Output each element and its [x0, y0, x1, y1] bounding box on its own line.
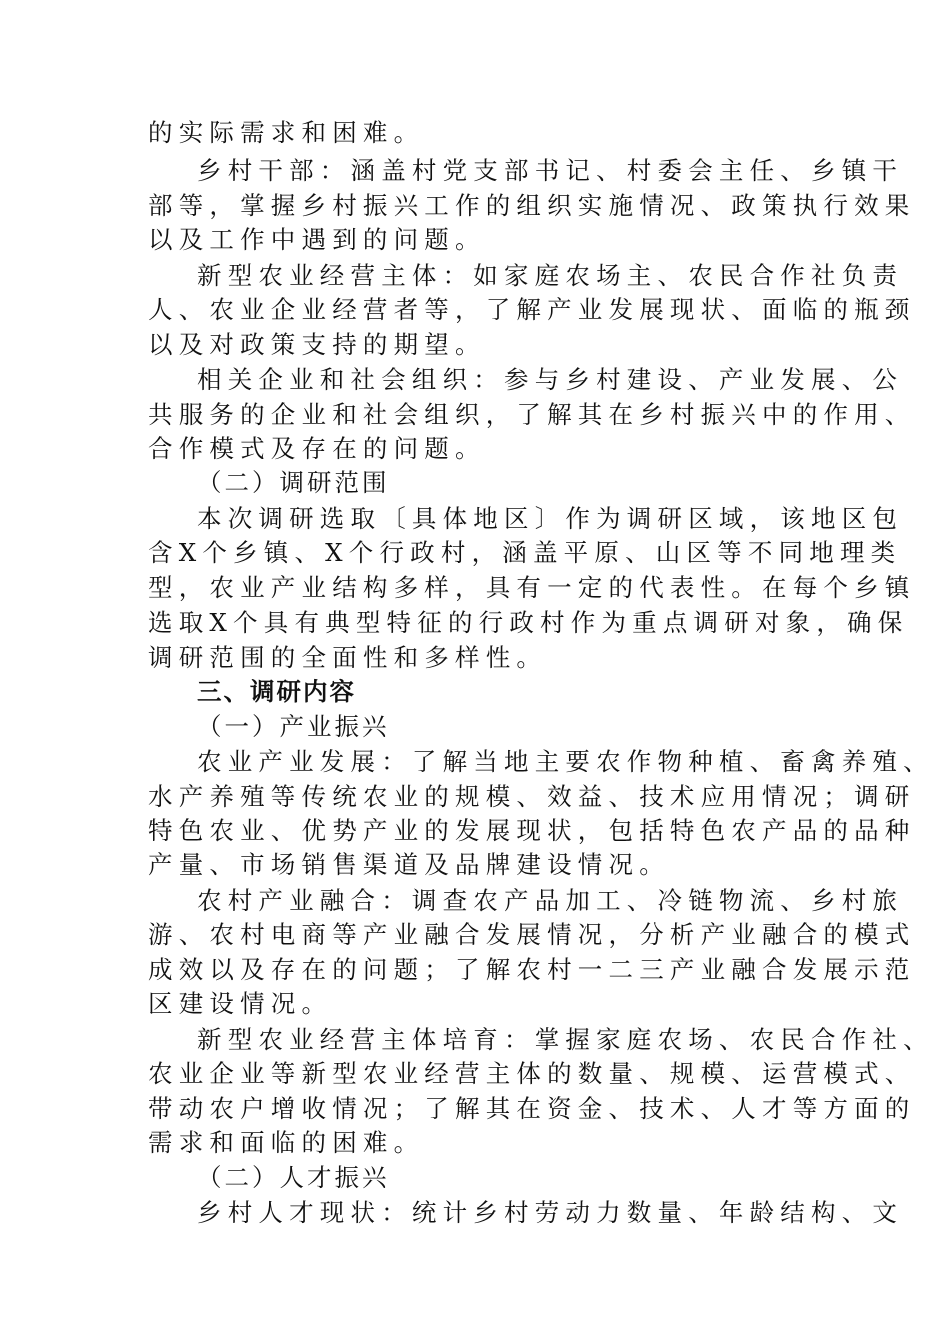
section-subheading: （二）调研范围: [197, 468, 390, 497]
text-line: 成效以及存在的问题；了解农村一二三产业融合发展示范: [148, 955, 916, 984]
text-line: 带动农户增收情况；了解其在资金、技术、人才等方面的: [148, 1094, 916, 1123]
paragraph-line: 乡村干部：涵盖村党支部书记、村委会主任、乡镇干: [197, 156, 904, 185]
paragraph-line: 本次调研选取〔具体地区〕作为调研区域，该地区包: [197, 504, 904, 533]
section-subheading: （二）人才振兴: [197, 1163, 390, 1192]
text-line: 共服务的企业和社会组织，了解其在乡村振兴中的作用、: [148, 400, 916, 429]
paragraph-line: 乡村人才现状：统计乡村劳动力数量、年龄结构、文: [197, 1198, 904, 1227]
paragraph-line: 农业产业发展：了解当地主要农作物种植、畜禽养殖、: [197, 747, 934, 776]
section-subheading: （一）产业振兴: [197, 712, 390, 741]
text-line: 以及对政策支持的期望。: [148, 330, 486, 359]
text-line: 游、农村电商等产业融合发展情况，分析产业融合的模式: [148, 920, 916, 949]
section-heading: 三、调研内容: [197, 677, 356, 706]
text-line: 调研范围的全面性和多样性。: [148, 643, 548, 672]
text-line: 以及工作中遇到的问题。: [148, 225, 486, 254]
paragraph-line: 新型农业经营主体：如家庭农场主、农民合作社负责: [197, 261, 904, 290]
text-line: 合作模式及存在的问题。: [148, 434, 486, 463]
text-line: 需求和面临的困难。: [148, 1128, 425, 1157]
paragraph-line: 相关企业和社会组织：参与乡村建设、产业发展、公: [197, 365, 904, 394]
text-line: 农业企业等新型农业经营主体的数量、规模、运营模式、: [148, 1059, 916, 1088]
text-line: 的实际需求和困难。: [148, 118, 425, 147]
text-line: 人、农业企业经营者等，了解产业发展现状、面临的瓶颈: [148, 295, 916, 324]
paragraph-line: 农村产业融合：调查农产品加工、冷链物流、乡村旅: [197, 886, 904, 915]
text-line: 型，农业产业结构多样，具有一定的代表性。在每个乡镇: [148, 573, 916, 602]
text-line: 含X个乡镇、X个行政村，涵盖平原、山区等不同地理类: [148, 538, 902, 567]
text-line: 选取X个具有典型特征的行政村作为重点调研对象，确保: [148, 608, 909, 637]
text-line: 产量、市场销售渠道及品牌建设情况。: [148, 850, 670, 879]
text-line: 特色农业、优势产业的发展现状，包括特色农产品的品种: [148, 816, 916, 845]
paragraph-line: 新型农业经营主体培育：掌握家庭农场、农民合作社、: [197, 1025, 934, 1054]
text-line: 区建设情况。: [148, 989, 333, 1018]
text-line: 部等，掌握乡村振兴工作的组织实施情况、政策执行效果: [148, 191, 916, 220]
text-line: 水产养殖等传统农业的规模、效益、技术应用情况；调研: [148, 782, 916, 811]
